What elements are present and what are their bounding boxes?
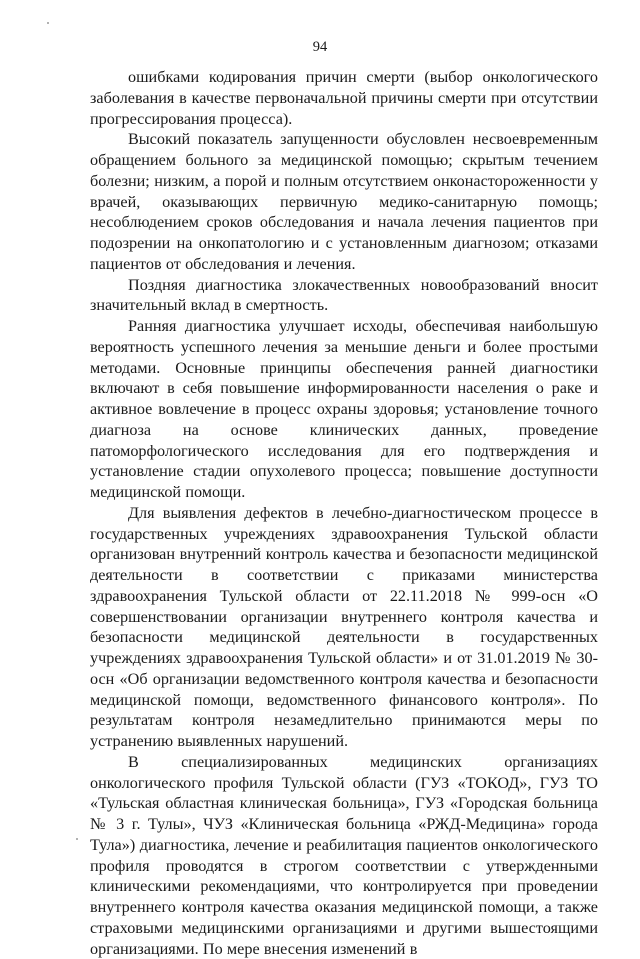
paragraph-late-diagnosis: Поздняя диагностика злокачественных новообразований вносит значительный вклад в смертность. — [90, 275, 598, 315]
scan-speck — [76, 838, 78, 840]
paragraph-specialized-organizations: В специализированных медицинских организациях онкологического профиля Тульской области (ГУЗ «ТОКОД», ГУЗ ТО «Тульская областная клиническая больница», ГУЗ «Городская больница № 3 г. Тулы», ЧУЗ «Клиническая больница «РЖД-Медицина» города Тула») диагностика, лечение и реабилитация пациентов онкологического профиля проводятся в строгом соответствии с утвержденными клиническими рекомендациями, что контролируется при проведении внутреннего контроля качества оказания медицинской помощи, а также страховыми медицинскими организациями и другими вышестоящими организациями. По мере внесения изменений в — [90, 752, 598, 958]
paragraph-quality-control: Для выявления дефектов в лечебно-диагностическом процессе в государственных учреждениях здравоохранения Тульской области организован внутренний контроль качества и безопасности медицинской деятельности в соответствии с приказами министерства здравоохранения Тульской области от 22.11.2018 № 999-осн «О совершенствовании организации внутреннего контроля качества и безопасности медицинской деятельности в государственных учреждениях здравоохранения Тульской области» и от 31.01.2019 № 30-осн «Об организации ведомственного контроля качества и безопасности медицинской помощи, ведомственного финансового контроля». По результатам контроля незамедлительно принимаются меры по устранению выявленных нарушений. — [90, 503, 598, 750]
paragraph-coding-errors: ошибками кодирования причин смерти (выбор онкологического заболевания в качестве первоначальной причины смерти при отсутствии прогрессирования процесса). — [90, 68, 598, 128]
page-number: 94 — [312, 39, 328, 55]
paragraph-early-diagnosis: Ранняя диагностика улучшает исходы, обеспечивая наибольшую вероятность успешного лечения за меньшие деньги и более простыми методами. Основные принципы обеспечения ранней диагностики включают в себя повышение информированности населения о раке и активное вовлечение в процесс охраны здоровья; установление точного диагноза на основе клинических данных, проведение патоморфологического исследования для его подтверждения и установление стадии опухолевого процесса; повышение доступности медицинской помощи. — [90, 317, 598, 501]
scan-speck — [47, 22, 49, 24]
body-text — [90, 67, 598, 959]
paragraph-late-stage-causes: Высокий показатель запущенности обусловлен несвоевременным обращением больного за медицинской помощью; скрытым течением болезни; низким, а порой и полным отсутствием онконастороженности у врачей, оказывающих первичную медико-санитарную помощь; несоблюдением сроков обследования и начала лечения пациентов при подозрении на онкопатологию и с установленным диагнозом; отказами пациентов от обследования и лечения. — [90, 130, 598, 273]
